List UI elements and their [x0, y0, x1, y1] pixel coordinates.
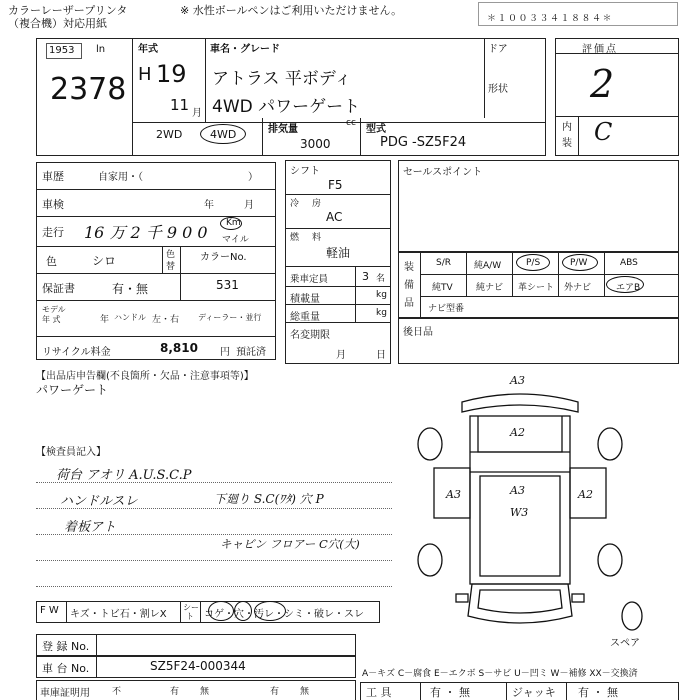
ac-label-1: 冷: [290, 199, 300, 209]
rear-parts-box: [398, 318, 679, 364]
fuel-label-2: 料: [312, 233, 322, 243]
equip-airbag: エアB: [616, 283, 641, 293]
wheel-front-right: [598, 544, 622, 576]
inspection-label: 車検: [42, 198, 64, 211]
equip-tv: 純TV: [432, 283, 453, 293]
cert-item-3: 無: [200, 687, 210, 697]
mark-a3-rear: A3: [510, 374, 525, 387]
period-day: 日: [376, 350, 386, 361]
lot-number: 2378: [50, 72, 127, 107]
score-value: 2: [590, 62, 615, 106]
recycle-status: 預託済: [236, 347, 266, 358]
mile-label: マイル: [222, 235, 249, 245]
load-unit: kg: [376, 290, 387, 300]
lot-small-box: [46, 43, 82, 59]
interior-label-1: 内: [562, 122, 572, 133]
mark-a3-left: A3: [446, 488, 461, 501]
load-label: 積載量: [290, 294, 320, 305]
sales-point-label: セールスポイント: [403, 167, 483, 178]
equip-pw: P/W: [570, 258, 588, 268]
mileage-label: 走行: [42, 226, 64, 239]
printer-note: カラーレーザープリンタ: [8, 4, 128, 17]
notes-section-title: 【出品店申告欄(不良箇所・欠品・注意事項等)】: [36, 371, 254, 382]
shift-value: F5: [328, 178, 343, 192]
seat-ana-circle: [234, 601, 252, 621]
model-value: PDG -SZ5F24: [380, 135, 467, 150]
engine-unit: cc: [346, 118, 356, 128]
recycle-label: リサイクル料金: [42, 347, 111, 358]
equip-navi: 純ナビ: [476, 283, 504, 293]
car-name: アトラス 平ボディ: [212, 69, 352, 89]
capacity-value: 3: [362, 270, 369, 283]
fw-text: キズ・トビ石・割レX: [70, 609, 167, 620]
chassis-value: SZ5F24-000344: [150, 659, 246, 673]
color-label: 色: [46, 255, 57, 268]
wheel-rear-left: [418, 428, 442, 460]
mark-w3-bed: W3: [510, 506, 529, 519]
mark-a2-tailgate: A2: [510, 426, 525, 439]
color-value: シロ: [92, 254, 117, 268]
handle-label: ハンドル: [114, 313, 146, 322]
equip-ps-circle: [516, 254, 550, 271]
year-era: H: [138, 64, 152, 85]
engine-value: 3000: [300, 137, 331, 151]
interior-value: C: [594, 118, 613, 146]
car-name-label: 車名・グレード: [210, 44, 280, 55]
seat-label-2: ト: [186, 612, 194, 621]
year-value: 19: [156, 60, 187, 88]
engine-label: 排気量: [268, 124, 298, 135]
garage-cert-label: 車庫証明用: [40, 688, 90, 699]
mirror-left: [456, 594, 468, 602]
weight-unit: kg: [376, 308, 387, 318]
drive-4wd: 4WD: [210, 128, 237, 141]
equip-airbag-circle: [606, 276, 644, 293]
seat-condition-text: コゲ・穴・汚レ・シミ・破レ・スレ: [204, 609, 364, 620]
km-circle: [220, 217, 242, 230]
jack-label: ジャッキ: [512, 686, 556, 699]
inspection-year-unit: 年: [204, 200, 214, 211]
door-label: ドア: [488, 44, 508, 55]
inspector-line-4: キャビン フロアー C穴(大): [220, 537, 360, 551]
rear-bumper-shape: [462, 394, 578, 412]
seat-label-1: シー: [183, 603, 199, 612]
seller-note: パワーゲート: [36, 383, 109, 397]
equipment-label-1: 装: [404, 262, 414, 273]
mirror-right: [572, 594, 584, 602]
recycle-value: 8,810: [160, 341, 198, 355]
barcode-box: [478, 2, 678, 26]
handle-value: 左・右: [152, 315, 180, 325]
recycle-unit: 円: [220, 347, 230, 358]
mark-a3-bed: A3: [510, 484, 525, 497]
jack-value: 有 ・ 無: [578, 686, 618, 699]
car-grade: 4WD パワーゲート: [212, 97, 361, 117]
printer-note-2: （複合機）対応用紙: [8, 17, 107, 30]
drive-2wd: 2WD: [156, 128, 183, 141]
tools-label: 工 具: [366, 686, 392, 699]
windshield-shape: [478, 590, 562, 613]
cert-item-4: 有: [270, 687, 280, 697]
equip-abs: ABS: [620, 258, 638, 268]
shift-label: シフト: [290, 166, 320, 177]
history-label: 車歴: [42, 170, 64, 183]
warranty-label: 保証書: [42, 282, 75, 295]
fuel-label-1: 燃: [290, 233, 300, 243]
ac-label-2: 房: [312, 199, 322, 209]
model-label: 型式: [366, 124, 386, 135]
month-value: 11: [170, 96, 190, 114]
equipment-label-2: 備: [404, 280, 414, 291]
mileage-value: 16 万 2 千 9 0 0: [84, 223, 208, 242]
registration-label: 登 録 No.: [42, 640, 90, 653]
drive-4wd-circle: [200, 124, 246, 144]
spare-tire-shape: [622, 602, 642, 630]
period-label: 名変期限: [290, 330, 330, 341]
seat-koge-circle: [208, 601, 234, 621]
inspector-line-1: 荷台 アオリ A.U.S.C.P: [56, 468, 192, 483]
inspection-month-unit: 月: [244, 200, 254, 211]
navi-model-label: ナビ型番: [428, 304, 465, 314]
seat-yogore-circle: [254, 601, 286, 621]
model-year-unit: 年: [100, 315, 110, 325]
equip-aw: 純A/W: [474, 261, 502, 271]
color-change-2: 替: [166, 262, 176, 272]
rear-parts-label: 後日品: [403, 327, 433, 338]
inspector-title: 【検査員記入】: [36, 447, 106, 458]
color-no-label: カラーNo.: [200, 252, 247, 263]
cert-item-5: 無: [300, 687, 310, 697]
tools-value: 有 ・ 無: [430, 686, 470, 699]
warranty-value: 有・無: [112, 282, 149, 296]
color-no-value: 531: [216, 278, 239, 292]
wheel-rear-right: [598, 428, 622, 460]
color-change-1: 色: [166, 250, 176, 260]
weight-label: 総重量: [290, 312, 320, 323]
interior-label-2: 装: [562, 138, 572, 149]
wheel-front-left: [418, 544, 442, 576]
fw-label: F W: [40, 605, 59, 616]
model-year-label-1: モデル: [42, 305, 66, 314]
pen-warning: ※ 水性ボールペンはご利用いただけません。: [180, 4, 403, 17]
capacity-label: 乗車定員: [290, 274, 329, 285]
inspector-line-3: 着板アト: [64, 520, 117, 535]
score-block: [555, 38, 679, 156]
shape-label: 形状: [488, 84, 508, 95]
year-label: 年式: [138, 44, 158, 55]
capacity-unit: 名: [376, 274, 386, 284]
lot-small-suffix: ln: [96, 44, 106, 55]
inspector-line-2-right: 下廻り S.C(ﾜﾀ) 穴 P: [214, 492, 324, 506]
equip-ps: P/S: [526, 258, 541, 268]
score-label: 評価点: [582, 44, 618, 55]
model-year-label-2: 年 式: [42, 315, 61, 324]
equip-leather: 革シート: [518, 283, 555, 293]
sales-point-box: [398, 160, 679, 252]
km-label: Km: [226, 218, 241, 228]
ac-value: AC: [326, 210, 343, 224]
cert-item-1: 不: [112, 687, 122, 697]
spare-label: スペア: [610, 638, 640, 649]
month-unit: 月: [192, 108, 202, 119]
barcode-number: ＊１００３３４１８８４＊: [487, 14, 614, 24]
period-month: 月: [336, 350, 346, 361]
mark-a2-right: A2: [578, 488, 593, 501]
chassis-label: 車 台 No.: [42, 662, 90, 675]
cert-item-2: 有: [170, 687, 180, 697]
cargo-bed-shape: [470, 416, 570, 584]
equipment-label-3: 品: [404, 298, 414, 309]
fuel-value: 軽油: [326, 246, 351, 260]
equip-sr: S/R: [436, 258, 451, 268]
history-close: ）: [248, 172, 258, 183]
lot-small-number: 1953: [49, 45, 75, 56]
inspector-line-2: ハンドルスレ: [60, 494, 138, 509]
equip-pw-circle: [562, 254, 598, 271]
damage-diagram: [400, 372, 660, 649]
equip-ext-navi: 外ナビ: [564, 283, 592, 293]
history-value: 自家用・（: [98, 172, 143, 183]
damage-legend: A－キズ C－腐食 E－エクボ S－サビ U－凹ミ W－補修 XX－交換済: [362, 669, 638, 679]
dealer-label: ディーラー・並行: [198, 313, 262, 322]
